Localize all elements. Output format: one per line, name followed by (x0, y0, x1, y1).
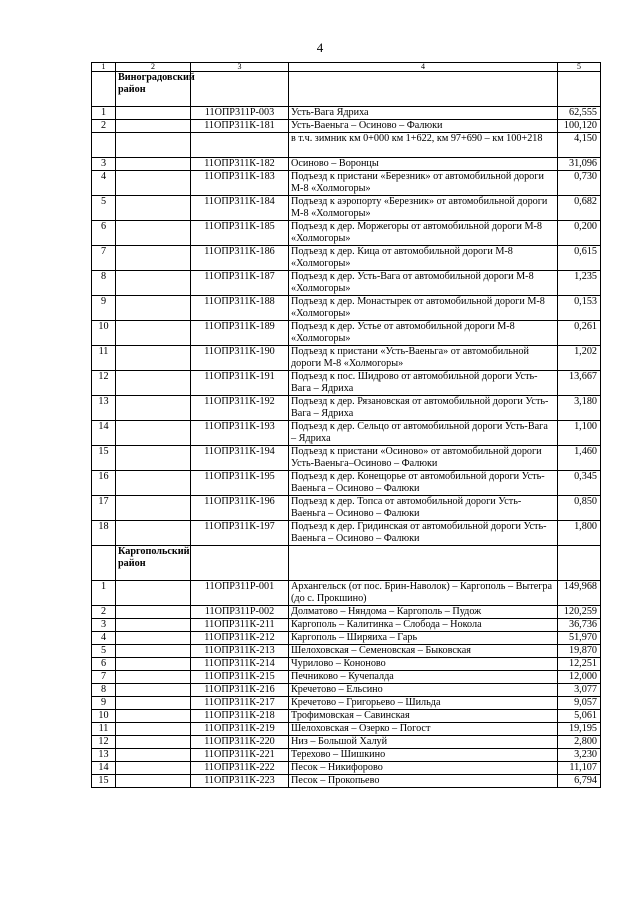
road-code: 11ОПР311К-196 (191, 496, 289, 521)
table-row (92, 521, 601, 546)
column-header: 4 (289, 63, 558, 72)
empty-cell (116, 446, 191, 471)
road-code: 11ОПР311К-216 (191, 684, 289, 697)
empty-cell (116, 158, 191, 171)
row-number: 9 (92, 697, 116, 710)
table-row (92, 671, 601, 684)
row-number-cell (92, 72, 116, 107)
road-length: 11,107 (558, 762, 601, 775)
road-name: Кречетово – Ельсино (289, 684, 558, 697)
road-length: 31,096 (558, 158, 601, 171)
row-number: 14 (92, 421, 116, 446)
road-name-cell (289, 72, 558, 107)
road-length: 1,100 (558, 421, 601, 446)
road-name: Усть-Ваеньга – Осиново – Фалюки (289, 120, 558, 133)
row-number: 15 (92, 446, 116, 471)
empty-cell (116, 346, 191, 371)
road-code: 11ОПР311К-197 (191, 521, 289, 546)
road-code: 11ОПР311К-195 (191, 471, 289, 496)
table-row (92, 421, 601, 446)
empty-cell (116, 762, 191, 775)
road-code: 11ОПР311К-184 (191, 196, 289, 221)
road-length: 62,555 (558, 107, 601, 120)
road-name-cell (289, 546, 558, 581)
road-code: 11ОПР311К-189 (191, 321, 289, 346)
row-number: 13 (92, 396, 116, 421)
road-length: 0,682 (558, 196, 601, 221)
row-number: 12 (92, 371, 116, 396)
road-code: 11ОПР311К-220 (191, 736, 289, 749)
table-row (92, 710, 601, 723)
column-header-row (92, 63, 601, 72)
road-length: 3,180 (558, 396, 601, 421)
road-code: 11ОПР311К-222 (191, 762, 289, 775)
road-code: 11ОПР311К-217 (191, 697, 289, 710)
row-number: 2 (92, 120, 116, 133)
road-name: Песок – Прокопьево (289, 775, 558, 788)
empty-cell (116, 697, 191, 710)
column-header: 5 (558, 63, 601, 72)
empty-cell (116, 296, 191, 321)
road-length: 3,230 (558, 749, 601, 762)
table-row (92, 632, 601, 645)
row-number: 17 (92, 496, 116, 521)
row-number: 11 (92, 346, 116, 371)
road-length: 1,460 (558, 446, 601, 471)
page-number: 4 (316, 40, 324, 55)
road-length: 0,200 (558, 221, 601, 246)
table-row (92, 133, 601, 158)
road-name: Чурилово – Кононово (289, 658, 558, 671)
empty-cell (116, 246, 191, 271)
row-number: 15 (92, 775, 116, 788)
road-name: Подъезд к дер. Монастырек от автомобильной дороги М-8 «Холмогоры» (289, 296, 558, 321)
table-row (92, 775, 601, 788)
road-length: 19,195 (558, 723, 601, 736)
table-row (92, 736, 601, 749)
row-number: 3 (92, 619, 116, 632)
road-length: 12,000 (558, 671, 601, 684)
empty-cell (116, 749, 191, 762)
road-name: Подъезд к дер. Сельцо от автомобильной дороги Усть-Вага – Ядриха (289, 421, 558, 446)
road-code: 11ОПР311К-185 (191, 221, 289, 246)
table-row (92, 446, 601, 471)
row-number: 5 (92, 645, 116, 658)
row-number: 1 (92, 107, 116, 120)
road-length: 19,870 (558, 645, 601, 658)
road-code: 11ОПР311К-211 (191, 619, 289, 632)
road-length: 4,150 (558, 133, 601, 158)
road-name: Подъезд к пос. Шидрово от автомобильной дороги Усть-Вага – Ядриха (289, 371, 558, 396)
row-number: 4 (92, 171, 116, 196)
road-code: 11ОПР311К-188 (191, 296, 289, 321)
row-number: 2 (92, 606, 116, 619)
table-row (92, 658, 601, 671)
road-code: 11ОПР311К-219 (191, 723, 289, 736)
road-name: Трофимовская – Савинская (289, 710, 558, 723)
road-name: Подъезд к пристани «Осиново» от автомобильной дороги Усть-Ваеньга–Осиново – Фалюки (289, 446, 558, 471)
road-name: Подъезд к пристани «Березник» от автомобильной дороги М-8 «Холмогоры» (289, 171, 558, 196)
empty-cell (116, 120, 191, 133)
road-length: 149,968 (558, 581, 601, 606)
table-row (92, 271, 601, 296)
empty-cell (116, 632, 191, 645)
empty-cell (116, 221, 191, 246)
table-row (92, 619, 601, 632)
empty-cell (116, 196, 191, 221)
road-length: 3,077 (558, 684, 601, 697)
road-code: 11ОПР311К-213 (191, 645, 289, 658)
road-length: 1,800 (558, 521, 601, 546)
road-code: 11ОПР311К-190 (191, 346, 289, 371)
empty-cell (116, 471, 191, 496)
empty-cell (116, 736, 191, 749)
column-header: 3 (191, 63, 289, 72)
road-name: Песок – Никифорово (289, 762, 558, 775)
table-row (92, 158, 601, 171)
road-code: 11ОПР311К-182 (191, 158, 289, 171)
road-length: 5,061 (558, 710, 601, 723)
road-code: 11ОПР311К-215 (191, 671, 289, 684)
table-row (92, 762, 601, 775)
road-name: Терехово – Шишкино (289, 749, 558, 762)
district-header-row (92, 72, 601, 107)
road-code: 11ОПР311К-218 (191, 710, 289, 723)
road-length: 0,261 (558, 321, 601, 346)
road-length-cell (558, 72, 601, 107)
road-length: 0,850 (558, 496, 601, 521)
district-name: Виноградовский район (116, 72, 191, 107)
road-code: 11ОПР311К-223 (191, 775, 289, 788)
empty-cell (116, 271, 191, 296)
row-number: 6 (92, 221, 116, 246)
district-header-row (92, 546, 601, 581)
table-row (92, 321, 601, 346)
empty-cell (116, 658, 191, 671)
table-row (92, 221, 601, 246)
road-name: Низ – Большой Халуй (289, 736, 558, 749)
road-name: Усть-Вага Ядриха (289, 107, 558, 120)
row-number: 8 (92, 271, 116, 296)
road-length: 36,736 (558, 619, 601, 632)
road-name: Печниково – Кучепалда (289, 671, 558, 684)
row-number: 12 (92, 736, 116, 749)
road-name: Подъезд к пристани «Усть-Ваеньга» от автомобильной дороги М-8 «Холмогоры» (289, 346, 558, 371)
road-length: 51,970 (558, 632, 601, 645)
table-row (92, 606, 601, 619)
road-code: 11ОПР311К-221 (191, 749, 289, 762)
district-name: Каргопольский район (116, 546, 191, 581)
road-name: Архангельск (от пос. Брин-Наволок) – Каргополь – Вытегра (до с. Прокшино) (289, 581, 558, 606)
table-row (92, 749, 601, 762)
table-row (92, 723, 601, 736)
road-code: 11ОПР311К-212 (191, 632, 289, 645)
road-name: Подъезд к дер. Усть-Вага от автомобильной дороги М-8 «Холмогоры» (289, 271, 558, 296)
road-name: Подъезд к дер. Моржегоры от автомобильной дороги М-8 «Холмогоры» (289, 221, 558, 246)
row-number: 10 (92, 321, 116, 346)
road-name: в т.ч. зимник км 0+000 км 1+622, км 97+690 – км 100+218 (289, 133, 558, 158)
empty-cell (116, 619, 191, 632)
empty-cell (116, 775, 191, 788)
roads-table-body (92, 63, 601, 788)
empty-cell (116, 671, 191, 684)
road-name: Подъезд к дер. Устье от автомобильной дороги М-8 «Холмогоры» (289, 321, 558, 346)
row-number-cell (92, 546, 116, 581)
road-name: Долматово – Няндома – Каргополь – Пудож (289, 606, 558, 619)
column-header: 1 (92, 63, 116, 72)
road-code: 11ОПР311Р-002 (191, 606, 289, 619)
empty-cell (116, 107, 191, 120)
road-name: Шелоховская – Озерко – Погост (289, 723, 558, 736)
row-number: 7 (92, 671, 116, 684)
road-code: 11ОПР311К-186 (191, 246, 289, 271)
row-number: 16 (92, 471, 116, 496)
table-row (92, 171, 601, 196)
roads-table (91, 62, 601, 788)
empty-cell (116, 723, 191, 736)
road-code-cell (191, 546, 289, 581)
road-code (191, 133, 289, 158)
empty-cell (116, 371, 191, 396)
empty-cell (116, 396, 191, 421)
road-length: 12,251 (558, 658, 601, 671)
table-row (92, 371, 601, 396)
row-number: 5 (92, 196, 116, 221)
row-number: 13 (92, 749, 116, 762)
road-length: 2,800 (558, 736, 601, 749)
empty-cell (116, 710, 191, 723)
road-code: 11ОПР311К-191 (191, 371, 289, 396)
empty-cell (116, 133, 191, 158)
row-number: 11 (92, 723, 116, 736)
row-number (92, 133, 116, 158)
empty-cell (116, 496, 191, 521)
empty-cell (116, 521, 191, 546)
road-name: Подъезд к дер. Гридинская от автомобильной дороги Усть-Ваеньга – Осиново – Фалюки (289, 521, 558, 546)
column-header: 2 (116, 63, 191, 72)
road-length: 0,730 (558, 171, 601, 196)
row-number: 3 (92, 158, 116, 171)
road-code: 11ОПР311К-192 (191, 396, 289, 421)
table-row (92, 120, 601, 133)
table-row (92, 496, 601, 521)
empty-cell (116, 421, 191, 446)
road-length: 100,120 (558, 120, 601, 133)
table-row (92, 296, 601, 321)
road-code: 11ОПР311К-183 (191, 171, 289, 196)
road-code: 11ОПР311К-193 (191, 421, 289, 446)
table-row (92, 346, 601, 371)
road-code-cell (191, 72, 289, 107)
road-code: 11ОПР311Р-003 (191, 107, 289, 120)
row-number: 7 (92, 246, 116, 271)
road-code: 11ОПР311К-214 (191, 658, 289, 671)
row-number: 4 (92, 632, 116, 645)
road-length: 0,153 (558, 296, 601, 321)
table-row (92, 645, 601, 658)
road-name: Подъезд к дер. Конещорье от автомобильной дороги Усть-Ваеньга – Осиново – Фалюки (289, 471, 558, 496)
row-number: 8 (92, 684, 116, 697)
road-length-cell (558, 546, 601, 581)
road-name: Подъезд к дер. Топса от автомобильной дороги Усть-Ваеньга – Осиново – Фалюки (289, 496, 558, 521)
road-name: Каргополь – Калитинка – Слобода – Нокола (289, 619, 558, 632)
empty-cell (116, 321, 191, 346)
row-number: 1 (92, 581, 116, 606)
road-name: Осиново – Воронцы (289, 158, 558, 171)
road-code: 11ОПР311К-181 (191, 120, 289, 133)
row-number: 18 (92, 521, 116, 546)
road-length: 1,235 (558, 271, 601, 296)
road-length: 1,202 (558, 346, 601, 371)
row-number: 9 (92, 296, 116, 321)
road-length: 0,615 (558, 246, 601, 271)
table-row (92, 107, 601, 120)
empty-cell (116, 606, 191, 619)
road-name: Подъезд к дер. Кица от автомобильной дороги М-8 «Холмогоры» (289, 246, 558, 271)
row-number: 14 (92, 762, 116, 775)
road-name: Каргополь – Ширяиха – Гарь (289, 632, 558, 645)
table-row (92, 581, 601, 606)
table-row (92, 697, 601, 710)
road-code: 11ОПР311К-194 (191, 446, 289, 471)
road-name: Подъезд к дер. Рязановская от автомобильной дороги Усть-Вага – Ядриха (289, 396, 558, 421)
empty-cell (116, 645, 191, 658)
road-name: Подъезд к аэропорту «Березник» от автомобильной дороги М-8 «Холмогоры» (289, 196, 558, 221)
table-row (92, 246, 601, 271)
road-name: Шелоховская – Семеновская – Быковская (289, 645, 558, 658)
road-length: 120,259 (558, 606, 601, 619)
table-row (92, 684, 601, 697)
table-row (92, 471, 601, 496)
road-length: 0,345 (558, 471, 601, 496)
empty-cell (116, 171, 191, 196)
empty-cell (116, 684, 191, 697)
road-code: 11ОПР311К-187 (191, 271, 289, 296)
road-length: 6,794 (558, 775, 601, 788)
road-name: Кречетово – Григорьево – Шильда (289, 697, 558, 710)
table-row (92, 196, 601, 221)
empty-cell (116, 581, 191, 606)
row-number: 10 (92, 710, 116, 723)
road-length: 9,057 (558, 697, 601, 710)
row-number: 6 (92, 658, 116, 671)
table-row (92, 396, 601, 421)
road-code: 11ОПР311Р-001 (191, 581, 289, 606)
road-length: 13,667 (558, 371, 601, 396)
